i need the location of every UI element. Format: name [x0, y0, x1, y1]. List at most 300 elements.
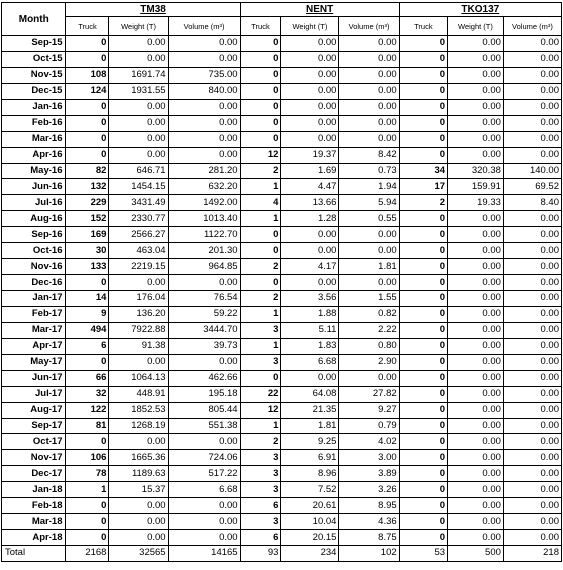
cell-tm38-volume: 201.30: [168, 243, 240, 259]
table-row: [2, 275, 562, 291]
cell-nent-volume: 2.22: [339, 322, 399, 338]
table-row: [2, 450, 562, 466]
cell-tm38-volume: 805.44: [168, 402, 240, 418]
cell-tm38-truck: 122: [66, 402, 109, 418]
cell-nent-truck: 0: [240, 275, 281, 291]
cell-nent-volume: 8.75: [339, 530, 399, 546]
cell-tm38-volume: 0.00: [168, 275, 240, 291]
cell-month: Oct-15: [2, 51, 66, 67]
total-tko137-volume: 218: [503, 546, 561, 562]
cell-tko137-weight: 0.00: [448, 147, 504, 163]
table-row: [2, 115, 562, 131]
cell-tko137-volume: 0.00: [503, 402, 561, 418]
table-row: [2, 36, 562, 52]
cell-tm38-volume: 281.20: [168, 163, 240, 179]
cell-nent-truck: 1: [240, 306, 281, 322]
cell-tm38-volume: 735.00: [168, 67, 240, 83]
cell-nent-volume: 0.00: [339, 275, 399, 291]
cell-tm38-truck: 14: [66, 291, 109, 307]
cell-tko137-weight: 159.91: [448, 179, 504, 195]
cell-nent-weight: 19.37: [281, 147, 339, 163]
table-row: [2, 322, 562, 338]
cell-tm38-weight: 0.00: [109, 115, 168, 131]
cell-tko137-weight: 0.00: [448, 275, 504, 291]
cell-nent-volume: 0.00: [339, 51, 399, 67]
cell-nent-volume: 3.26: [339, 482, 399, 498]
cell-tm38-truck: 0: [66, 36, 109, 52]
cell-tko137-weight: 0.00: [448, 402, 504, 418]
cell-tm38-truck: 78: [66, 466, 109, 482]
cell-tm38-weight: 91.38: [109, 338, 168, 354]
cell-month: Jun-16: [2, 179, 66, 195]
cell-nent-volume: 0.00: [339, 67, 399, 83]
cell-tko137-truck: 0: [399, 482, 447, 498]
cell-month: Sep-17: [2, 418, 66, 434]
table-row: [2, 370, 562, 386]
cell-nent-truck: 12: [240, 402, 281, 418]
cell-tko137-weight: 0.00: [448, 36, 504, 52]
cell-tm38-weight: 3431.49: [109, 195, 168, 211]
cell-month: Apr-18: [2, 530, 66, 546]
table-row: [2, 482, 562, 498]
sub-header-row: [2, 17, 562, 36]
cell-tko137-weight: 19.33: [448, 195, 504, 211]
cell-month: Feb-16: [2, 115, 66, 131]
cell-nent-truck: 3: [240, 466, 281, 482]
cell-nent-truck: 2: [240, 291, 281, 307]
cell-tko137-truck: 0: [399, 227, 447, 243]
cell-nent-weight: 0.00: [281, 99, 339, 115]
cell-tko137-truck: 0: [399, 147, 447, 163]
cell-nent-volume: 4.36: [339, 514, 399, 530]
cell-tko137-volume: 8.40: [503, 195, 561, 211]
cell-nent-weight: 1.28: [281, 211, 339, 227]
cell-tm38-volume: 0.00: [168, 51, 240, 67]
cell-tm38-weight: 136.20: [109, 306, 168, 322]
cell-tko137-volume: 0.00: [503, 227, 561, 243]
cell-tko137-volume: 0.00: [503, 514, 561, 530]
cell-tm38-truck: 0: [66, 275, 109, 291]
cell-tm38-volume: 3444.70: [168, 322, 240, 338]
total-tm38-truck: 2168: [66, 546, 109, 562]
cell-tm38-volume: 59.22: [168, 306, 240, 322]
cell-tm38-weight: 1852.53: [109, 402, 168, 418]
table-row: [2, 195, 562, 211]
cell-tko137-volume: 0.00: [503, 259, 561, 275]
table-row: [2, 514, 562, 530]
cell-tko137-weight: 0.00: [448, 354, 504, 370]
group-header-tko137: [399, 3, 561, 17]
cell-month: Apr-16: [2, 147, 66, 163]
group-name-tko137: TKO137: [461, 4, 500, 15]
cell-nent-weight: 0.00: [281, 67, 339, 83]
cell-nent-truck: 2: [240, 259, 281, 275]
cell-tm38-volume: 195.18: [168, 386, 240, 402]
cell-month: Aug-16: [2, 211, 66, 227]
cell-tm38-truck: 0: [66, 51, 109, 67]
cell-tm38-truck: 0: [66, 530, 109, 546]
cell-tm38-volume: 632.20: [168, 179, 240, 195]
col-header-volume: Volume (m³): [339, 17, 399, 36]
table-row: [2, 306, 562, 322]
cell-tm38-volume: 0.00: [168, 498, 240, 514]
cell-tm38-volume: 0.00: [168, 434, 240, 450]
cell-nent-truck: 0: [240, 36, 281, 52]
table-body: [2, 36, 562, 562]
cell-tko137-volume: 69.52: [503, 179, 561, 195]
cell-tm38-truck: 9: [66, 306, 109, 322]
cell-nent-weight: 20.15: [281, 530, 339, 546]
cell-nent-volume: 1.81: [339, 259, 399, 275]
cell-tm38-truck: 30: [66, 243, 109, 259]
cell-month: Dec-15: [2, 83, 66, 99]
cell-month: Mar-17: [2, 322, 66, 338]
cell-nent-volume: 0.00: [339, 131, 399, 147]
cell-tko137-volume: 0.00: [503, 482, 561, 498]
cell-tm38-truck: 81: [66, 418, 109, 434]
cell-tko137-truck: 0: [399, 514, 447, 530]
cell-nent-weight: 6.68: [281, 354, 339, 370]
cell-month: Jul-17: [2, 386, 66, 402]
table-row: [2, 434, 562, 450]
cell-nent-weight: 6.91: [281, 450, 339, 466]
cell-tm38-weight: 0.00: [109, 36, 168, 52]
table-row: [2, 530, 562, 546]
cell-tm38-volume: 964.85: [168, 259, 240, 275]
cell-nent-weight: 7.52: [281, 482, 339, 498]
cell-tko137-volume: 0.00: [503, 115, 561, 131]
cell-tm38-truck: 494: [66, 322, 109, 338]
table-row: [2, 147, 562, 163]
table-row: [2, 466, 562, 482]
cell-month: Feb-17: [2, 306, 66, 322]
cell-nent-volume: 0.00: [339, 243, 399, 259]
total-nent-truck: 93: [240, 546, 281, 562]
total-month: Total: [2, 546, 66, 562]
cell-tm38-truck: 1: [66, 482, 109, 498]
cell-nent-truck: 3: [240, 514, 281, 530]
cell-tko137-volume: 0.00: [503, 418, 561, 434]
cell-month: Dec-17: [2, 466, 66, 482]
cell-tm38-weight: 463.04: [109, 243, 168, 259]
cell-nent-weight: 1.88: [281, 306, 339, 322]
cell-nent-volume: 9.27: [339, 402, 399, 418]
cell-tm38-weight: 2219.15: [109, 259, 168, 275]
cell-nent-volume: 0.00: [339, 36, 399, 52]
cell-tm38-truck: 32: [66, 386, 109, 402]
cell-nent-weight: 64.08: [281, 386, 339, 402]
cell-tm38-truck: 229: [66, 195, 109, 211]
col-header-volume: Volume (m³): [168, 17, 240, 36]
cell-nent-truck: 2: [240, 434, 281, 450]
cell-tko137-volume: 0.00: [503, 36, 561, 52]
cell-month: Oct-17: [2, 434, 66, 450]
cell-nent-weight: 4.47: [281, 179, 339, 195]
group-header-tm38: [66, 3, 240, 17]
cell-nent-truck: 3: [240, 482, 281, 498]
cell-tko137-volume: 0.00: [503, 498, 561, 514]
cell-nent-volume: 0.55: [339, 211, 399, 227]
cell-nent-volume: 8.95: [339, 498, 399, 514]
cell-month: Mar-18: [2, 514, 66, 530]
cell-tm38-volume: 1013.40: [168, 211, 240, 227]
cell-tko137-truck: 2: [399, 195, 447, 211]
cell-nent-truck: 1: [240, 179, 281, 195]
group-name-nent: NENT: [306, 4, 334, 15]
cell-nent-truck: 1: [240, 211, 281, 227]
cell-nent-weight: 9.25: [281, 434, 339, 450]
cell-nent-weight: 5.11: [281, 322, 339, 338]
col-header-weight: Weight (T): [109, 17, 168, 36]
cell-tm38-truck: 0: [66, 354, 109, 370]
cell-tko137-volume: 0.00: [503, 147, 561, 163]
cell-tko137-truck: 0: [399, 338, 447, 354]
cell-tko137-truck: 0: [399, 530, 447, 546]
cell-nent-truck: 3: [240, 450, 281, 466]
table-row: [2, 99, 562, 115]
cell-tko137-volume: 0.00: [503, 338, 561, 354]
cell-nent-volume: 0.82: [339, 306, 399, 322]
col-header-volume: Volume (m³): [503, 17, 561, 36]
cell-tm38-truck: 0: [66, 115, 109, 131]
cell-tko137-volume: 0.00: [503, 466, 561, 482]
cell-month: Nov-17: [2, 450, 66, 466]
cell-tko137-truck: 17: [399, 179, 447, 195]
cell-tm38-volume: 0.00: [168, 36, 240, 52]
month-header: Month: [2, 3, 66, 36]
cell-tm38-weight: 7922.88: [109, 322, 168, 338]
cell-tm38-weight: 0.00: [109, 354, 168, 370]
cell-tm38-truck: 0: [66, 498, 109, 514]
cell-tm38-weight: 646.71: [109, 163, 168, 179]
cell-nent-weight: 0.00: [281, 36, 339, 52]
table-row: [2, 67, 562, 83]
table-row: [2, 51, 562, 67]
cell-tko137-truck: 0: [399, 306, 447, 322]
table-row: [2, 227, 562, 243]
cell-tko137-weight: 0.00: [448, 67, 504, 83]
cell-tm38-truck: 0: [66, 434, 109, 450]
cell-tko137-truck: 0: [399, 67, 447, 83]
cell-tm38-volume: 76.54: [168, 291, 240, 307]
table-row: [2, 418, 562, 434]
cell-nent-truck: 6: [240, 498, 281, 514]
cell-tko137-volume: 0.00: [503, 434, 561, 450]
cell-tko137-weight: 0.00: [448, 386, 504, 402]
cell-tko137-weight: 320.38: [448, 163, 504, 179]
cell-nent-volume: 2.90: [339, 354, 399, 370]
table-row: [2, 211, 562, 227]
cell-tm38-truck: 169: [66, 227, 109, 243]
cell-tm38-truck: 108: [66, 67, 109, 83]
cell-tm38-volume: 551.38: [168, 418, 240, 434]
cell-tm38-truck: 0: [66, 147, 109, 163]
group-header-row: [2, 3, 562, 17]
cell-tko137-volume: 0.00: [503, 322, 561, 338]
cell-nent-weight: 0.00: [281, 243, 339, 259]
cell-nent-weight: 0.00: [281, 275, 339, 291]
cell-tko137-weight: 0.00: [448, 291, 504, 307]
cell-tko137-weight: 0.00: [448, 211, 504, 227]
cell-nent-volume: 0.79: [339, 418, 399, 434]
cell-nent-truck: 0: [240, 99, 281, 115]
cell-tm38-volume: 0.00: [168, 354, 240, 370]
table-row: [2, 163, 562, 179]
total-tm38-weight: 32565: [109, 546, 168, 562]
cell-nent-volume: 0.00: [339, 370, 399, 386]
cell-nent-weight: 3.56: [281, 291, 339, 307]
total-tko137-truck: 53: [399, 546, 447, 562]
cell-tm38-weight: 0.00: [109, 514, 168, 530]
cell-tko137-volume: 0.00: [503, 291, 561, 307]
cell-tm38-truck: 0: [66, 514, 109, 530]
cell-tko137-truck: 0: [399, 51, 447, 67]
cell-tko137-truck: 0: [399, 386, 447, 402]
cell-nent-volume: 5.94: [339, 195, 399, 211]
cell-tko137-truck: 0: [399, 259, 447, 275]
cell-month: Nov-15: [2, 67, 66, 83]
cell-tko137-volume: 140.00: [503, 163, 561, 179]
cell-tko137-truck: 0: [399, 418, 447, 434]
cell-month: Sep-15: [2, 36, 66, 52]
cell-tko137-volume: 0.00: [503, 530, 561, 546]
total-row: [2, 546, 562, 562]
cell-nent-weight: 1.83: [281, 338, 339, 354]
col-header-weight: Weight (T): [281, 17, 339, 36]
cell-tko137-weight: 0.00: [448, 450, 504, 466]
cell-nent-volume: 4.02: [339, 434, 399, 450]
cell-tm38-volume: 840.00: [168, 83, 240, 99]
table-row: [2, 259, 562, 275]
cell-nent-truck: 2: [240, 163, 281, 179]
table-row: [2, 354, 562, 370]
cell-tm38-weight: 1454.15: [109, 179, 168, 195]
cell-nent-weight: 4.17: [281, 259, 339, 275]
cell-tm38-weight: 1665.36: [109, 450, 168, 466]
cell-tm38-truck: 133: [66, 259, 109, 275]
cell-tm38-volume: 0.00: [168, 147, 240, 163]
cell-nent-volume: 0.00: [339, 115, 399, 131]
cell-tko137-volume: 0.00: [503, 99, 561, 115]
cell-tm38-volume: 39.73: [168, 338, 240, 354]
cell-tko137-weight: 0.00: [448, 306, 504, 322]
cell-month: Nov-16: [2, 259, 66, 275]
cell-tm38-weight: 15.37: [109, 482, 168, 498]
cell-tko137-truck: 0: [399, 291, 447, 307]
cell-tm38-volume: 1492.00: [168, 195, 240, 211]
cell-nent-truck: 22: [240, 386, 281, 402]
table-row: [2, 243, 562, 259]
cell-tko137-truck: 34: [399, 163, 447, 179]
cell-nent-truck: 6: [240, 530, 281, 546]
cell-tko137-truck: 0: [399, 243, 447, 259]
cell-tko137-weight: 0.00: [448, 498, 504, 514]
cell-tko137-weight: 0.00: [448, 482, 504, 498]
cell-nent-truck: 0: [240, 115, 281, 131]
cell-nent-weight: 0.00: [281, 227, 339, 243]
cell-nent-truck: 1: [240, 418, 281, 434]
cell-tm38-weight: 0.00: [109, 275, 168, 291]
cell-tm38-truck: 6: [66, 338, 109, 354]
cell-tm38-weight: 1691.74: [109, 67, 168, 83]
cell-tm38-weight: 0.00: [109, 51, 168, 67]
table-row: [2, 402, 562, 418]
cell-month: May-17: [2, 354, 66, 370]
cell-month: May-16: [2, 163, 66, 179]
cell-tm38-weight: 0.00: [109, 131, 168, 147]
cell-nent-weight: 1.81: [281, 418, 339, 434]
cell-nent-truck: 4: [240, 195, 281, 211]
group-header-nent: [240, 3, 399, 17]
cell-nent-truck: 0: [240, 370, 281, 386]
truck-weight-volume-table: [1, 2, 562, 562]
col-header-truck: Truck: [66, 17, 109, 36]
cell-tko137-volume: 0.00: [503, 243, 561, 259]
cell-tko137-truck: 0: [399, 498, 447, 514]
cell-tm38-truck: 124: [66, 83, 109, 99]
cell-month: Jan-18: [2, 482, 66, 498]
cell-tm38-weight: 1064.13: [109, 370, 168, 386]
cell-tm38-volume: 6.68: [168, 482, 240, 498]
cell-tm38-truck: 152: [66, 211, 109, 227]
cell-tm38-volume: 0.00: [168, 514, 240, 530]
cell-tko137-weight: 0.00: [448, 530, 504, 546]
cell-tm38-weight: 0.00: [109, 498, 168, 514]
cell-tko137-weight: 0.00: [448, 115, 504, 131]
cell-month: Jun-17: [2, 370, 66, 386]
cell-month: Oct-16: [2, 243, 66, 259]
cell-nent-weight: 21.35: [281, 402, 339, 418]
table-row: [2, 291, 562, 307]
cell-month: Aug-17: [2, 402, 66, 418]
cell-tko137-volume: 0.00: [503, 51, 561, 67]
cell-tm38-volume: 0.00: [168, 99, 240, 115]
table-row: [2, 386, 562, 402]
cell-tm38-truck: 106: [66, 450, 109, 466]
cell-tko137-weight: 0.00: [448, 99, 504, 115]
cell-month: Jan-16: [2, 99, 66, 115]
cell-tm38-truck: 0: [66, 99, 109, 115]
cell-tko137-weight: 0.00: [448, 322, 504, 338]
cell-tko137-volume: 0.00: [503, 370, 561, 386]
total-nent-volume: 102: [339, 546, 399, 562]
cell-tm38-truck: 66: [66, 370, 109, 386]
cell-nent-truck: 0: [240, 51, 281, 67]
cell-tko137-weight: 0.00: [448, 227, 504, 243]
cell-nent-volume: 1.55: [339, 291, 399, 307]
cell-tko137-volume: 0.00: [503, 306, 561, 322]
cell-month: Mar-16: [2, 131, 66, 147]
cell-nent-volume: 0.73: [339, 163, 399, 179]
cell-tko137-weight: 0.00: [448, 131, 504, 147]
cell-tko137-truck: 0: [399, 115, 447, 131]
total-nent-weight: 234: [281, 546, 339, 562]
cell-nent-weight: 0.00: [281, 83, 339, 99]
cell-tko137-volume: 0.00: [503, 211, 561, 227]
table-row: [2, 498, 562, 514]
cell-month: Feb-18: [2, 498, 66, 514]
cell-nent-volume: 3.00: [339, 450, 399, 466]
cell-nent-volume: 0.00: [339, 99, 399, 115]
cell-tko137-truck: 0: [399, 131, 447, 147]
cell-nent-truck: 0: [240, 83, 281, 99]
cell-tm38-volume: 1122.70: [168, 227, 240, 243]
cell-tko137-truck: 0: [399, 434, 447, 450]
cell-tm38-volume: 0.00: [168, 131, 240, 147]
cell-nent-truck: 0: [240, 67, 281, 83]
cell-tko137-weight: 0.00: [448, 466, 504, 482]
cell-month: Dec-16: [2, 275, 66, 291]
